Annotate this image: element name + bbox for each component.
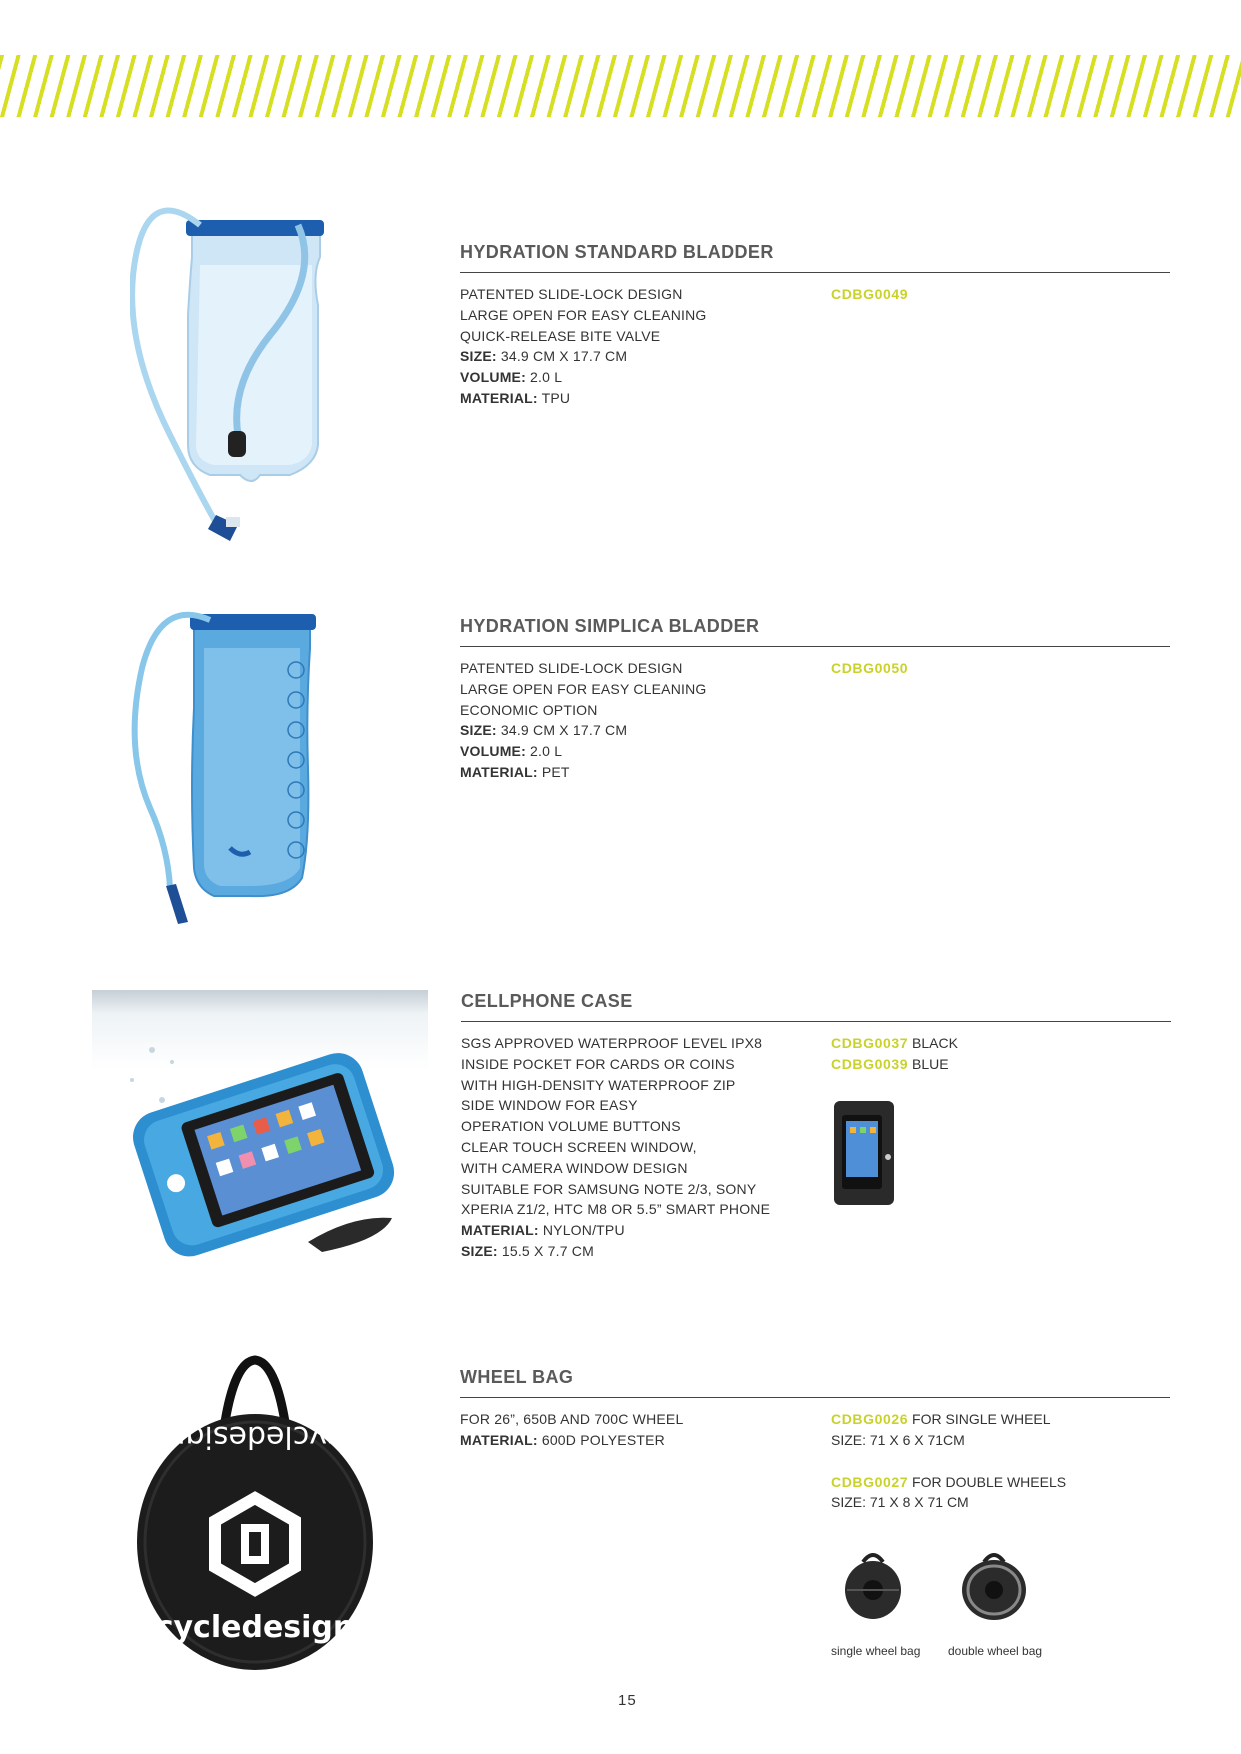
spec-size: SIZE: 34.9 CM X 17.7 CM — [460, 348, 628, 365]
code-description: FOR SINGLE WHEEL — [908, 1411, 1051, 1427]
spec-volume: VOLUME: 2.0 L — [460, 369, 563, 386]
product-code: CDBG0037 — [831, 1035, 909, 1051]
product-codes — [831, 284, 908, 305]
feature-line: QUICK-RELEASE BITE VALVE — [460, 327, 661, 344]
spec-volume: VOLUME: 2.0 L — [460, 743, 563, 760]
feature-line: WITH CAMERA WINDOW DESIGN — [461, 1159, 688, 1176]
title-divider — [460, 272, 1170, 273]
product-title: HYDRATION STANDARD BLADDER — [460, 242, 774, 262]
product-code: CDBG0027 — [831, 1473, 909, 1490]
spec-material: MATERIAL: PET — [460, 763, 570, 780]
product-specs — [460, 658, 820, 783]
code-size: SIZE: 71 X 8 X 71 CM — [831, 1494, 969, 1511]
product-specs — [460, 1409, 820, 1451]
code-description: BLACK — [908, 1035, 958, 1051]
spec-material: MATERIAL: 600D POLYESTER — [460, 1431, 665, 1448]
brand-logo-text-bottom: cycledesign — [155, 1610, 355, 1645]
feature-line: PATENTED SLIDE-LOCK DESIGN — [460, 286, 683, 302]
feature-line: PATENTED SLIDE-LOCK DESIGN — [460, 660, 683, 676]
spec-size: SIZE: 15.5 X 7.7 CM — [461, 1242, 594, 1259]
spec-material: MATERIAL: TPU — [460, 389, 571, 406]
feature-line: SUITABLE FOR SAMSUNG NOTE 2/3, SONY — [461, 1180, 757, 1197]
product-specs — [461, 1033, 821, 1262]
product-code: CDBG0026 — [831, 1411, 909, 1427]
product-code: CDBG0049 — [831, 286, 909, 302]
feature-line: SIDE WINDOW FOR EASY — [461, 1097, 638, 1114]
feature-line: CLEAR TOUCH SCREEN WINDOW, — [461, 1138, 697, 1155]
product-title: WHEEL BAG — [460, 1367, 574, 1387]
product-title: HYDRATION SIMPLICA BLADDER — [460, 616, 760, 636]
spec-size: SIZE: 34.9 CM X 17.7 CM — [460, 722, 628, 739]
title-divider — [460, 1397, 1170, 1398]
feature-line: LARGE OPEN FOR EASY CLEANING — [460, 306, 707, 323]
code-description: BLUE — [908, 1055, 949, 1072]
simplica-bladder-image — [130, 588, 330, 948]
product-codes — [831, 1409, 1066, 1513]
product-codes — [831, 658, 908, 679]
black-case-thumbnail — [832, 1097, 898, 1209]
double-wheel-bag-caption: double wheel bag — [948, 1644, 1043, 1658]
product-title: CELLPHONE CASE — [461, 991, 633, 1011]
page-number: 15 — [618, 1692, 637, 1709]
double-wheel-bag-thumbnail — [958, 1548, 1030, 1622]
feature-line: LARGE OPEN FOR EASY CLEANING — [460, 680, 707, 697]
product-code: CDBG0050 — [831, 660, 909, 676]
product-specs — [460, 284, 820, 409]
spec-material: MATERIAL: NYLON/TPU — [461, 1222, 625, 1239]
feature-line: XPERIA Z1/2, HTC M8 OR 5.5” SMART PHONE — [461, 1201, 771, 1218]
feature-line: FOR 26”, 650B AND 700C WHEEL — [460, 1411, 684, 1427]
title-divider — [460, 646, 1170, 647]
product-code: CDBG0039 — [831, 1055, 909, 1072]
header-stripes — [0, 55, 1241, 117]
brand-logo-text-top: cycledesign — [166, 1419, 344, 1454]
wheel-bag-image — [125, 1352, 375, 1672]
title-divider — [461, 1021, 1171, 1022]
cellphone-case-image — [92, 990, 428, 1275]
feature-line: OPERATION VOLUME BUTTONS — [461, 1118, 681, 1135]
code-description: FOR DOUBLE WHEELS — [908, 1473, 1067, 1490]
feature-line: SGS APPROVED WATERPROOF LEVEL IPX8 — [461, 1035, 763, 1051]
single-wheel-bag-caption: single wheel bag — [831, 1644, 921, 1658]
feature-line: INSIDE POCKET FOR CARDS OR COINS — [461, 1055, 735, 1072]
feature-line: ECONOMIC OPTION — [460, 701, 598, 718]
feature-line: WITH HIGH-DENSITY WATERPROOF ZIP — [461, 1076, 736, 1093]
code-size: SIZE: 71 X 6 X 71CM — [831, 1431, 965, 1448]
product-codes — [831, 1033, 958, 1075]
single-wheel-bag-thumbnail — [843, 1548, 903, 1620]
standard-bladder-image — [130, 195, 330, 560]
